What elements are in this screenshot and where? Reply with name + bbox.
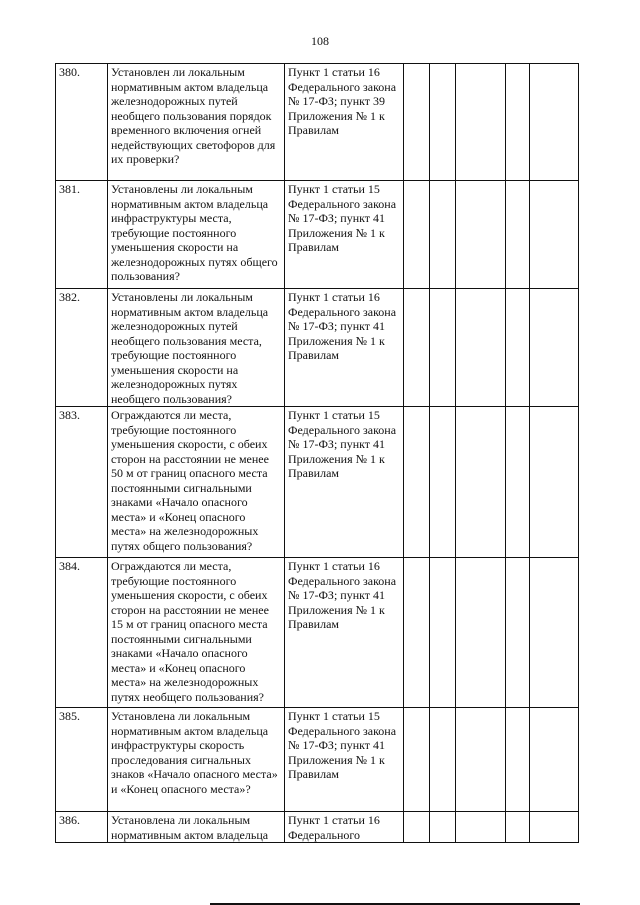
answer-cell [404,64,430,181]
answer-cell [430,407,456,558]
answer-cell [404,812,430,843]
reference-cell: Пункт 1 статьи 15 Федерального закона № 17-ФЗ; пункт 41 Приложения № 1 к Правилам [285,407,404,558]
row-number: 380. [56,64,108,181]
row-number: 386. [56,812,108,843]
answer-cell [456,289,506,407]
answer-cell [530,181,579,289]
answer-cell [456,708,506,812]
answer-cell [506,181,530,289]
reference-cell: Пункт 1 статьи 16 Федерального [285,812,404,843]
answer-cell [530,407,579,558]
reference-cell: Пункт 1 статьи 15 Федерального закона № 17-ФЗ; пункт 41 Приложения № 1 к Правилам [285,708,404,812]
reference-cell: Пункт 1 статьи 16 Федерального закона № 17-ФЗ; пункт 41 Приложения № 1 к Правилам [285,289,404,407]
row-number: 385. [56,708,108,812]
question-cell: Установлена ли локальным нормативным актом владельца [108,812,285,843]
table-row [56,558,579,708]
answer-cell [404,407,430,558]
reference-cell: Пункт 1 статьи 16 Федерального закона № 17-ФЗ; пункт 41 Приложения № 1 к Правилам [285,558,404,708]
table-row [56,289,579,407]
answer-cell [404,708,430,812]
table-row [56,181,579,289]
answer-cell [506,407,530,558]
answer-cell [430,64,456,181]
answer-cell [430,289,456,407]
reference-cell: Пункт 1 статьи 16 Федерального закона № 17-ФЗ; пункт 39 Приложения № 1 к Правилам [285,64,404,181]
question-cell: Установлены ли локальным нормативным актом владельца железнодорожных путей необщего пользования места, требующие постоянного уменьшения скорости на железнодорожных путях необщего пользования? [108,289,285,407]
answer-cell [404,181,430,289]
question-cell: Ограждаются ли места, требующие постоянного уменьшения скорости, с обеих сторон на расстоянии не менее 50 м от границ опасного места постоянными сигнальными знаками «Начало опасного места» и «Конец опасного места» на железнодорожных путях общего пользования? [108,407,285,558]
answer-cell [530,289,579,407]
answer-cell [506,289,530,407]
answer-cell [530,558,579,708]
answer-cell [404,558,430,708]
question-cell: Установлена ли локальным нормативным актом владельца инфраструктуры скорость проследования сигнальных знаков «Начало опасного места» и «Конец опасного места»? [108,708,285,812]
row-number: 381. [56,181,108,289]
answer-cell [456,181,506,289]
answer-cell [456,558,506,708]
answer-cell [506,812,530,843]
checklist-table [55,63,579,843]
question-cell: Ограждаются ли места, требующие постоянного уменьшения скорости, с обеих сторон на расстоянии не менее 15 м от границ опасного места постоянными сигнальными знаками «Начало опасного места» и «Конец опасного места» на железнодорожных путях необщего пользования? [108,558,285,708]
table-row [56,708,579,812]
answer-cell [430,181,456,289]
question-cell: Установлен ли локальным нормативным актом владельца железнодорожных путей необщего пользования порядок временного включения огней недействующих светофоров для их проверки? [108,64,285,181]
reference-cell: Пункт 1 статьи 15 Федерального закона № 17-ФЗ; пункт 41 Приложения № 1 к Правилам [285,181,404,289]
answer-cell [456,64,506,181]
page-number: 108 [311,34,329,48]
answer-cell [506,708,530,812]
answer-cell [530,64,579,181]
table-row [56,407,579,558]
row-number: 382. [56,289,108,407]
table-row [56,812,579,843]
answer-cell [430,558,456,708]
question-cell: Установлены ли локальным нормативным актом владельца инфраструктуры места, требующие постоянного уменьшения скорости на железнодорожных путях общего пользования? [108,181,285,289]
answer-cell [530,812,579,843]
row-number: 384. [56,558,108,708]
answer-cell [430,812,456,843]
answer-cell [404,289,430,407]
row-number: 383. [56,407,108,558]
table-row [56,64,579,181]
answer-cell [430,708,456,812]
answer-cell [456,812,506,843]
answer-cell [456,407,506,558]
answer-cell [506,558,530,708]
answer-cell [530,708,579,812]
answer-cell [506,64,530,181]
